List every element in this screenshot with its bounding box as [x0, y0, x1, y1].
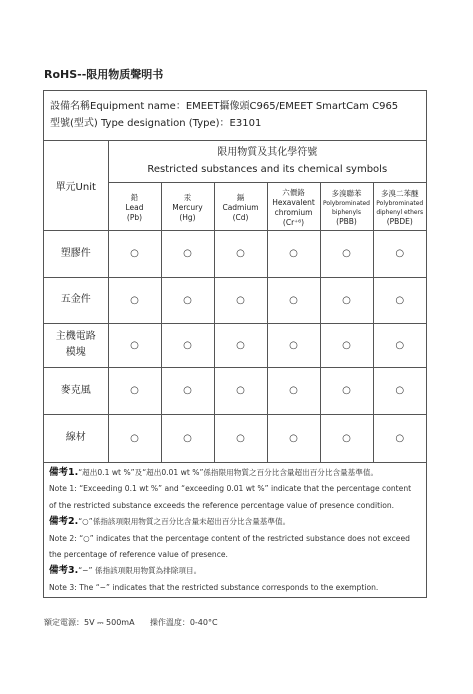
note-3-en: Note 3: The “−” indicates that the restricted substance corresponds to the exemption.	[49, 582, 379, 592]
row-label: 五金件	[44, 277, 108, 323]
mark-cell: ○	[161, 367, 214, 414]
rating-footer: 額定電源：5V ⎓ 500mA 操作溫度：0-40°C	[44, 618, 218, 627]
mark-cell: ○	[108, 230, 161, 277]
mark-cell: ○	[108, 367, 161, 414]
mark-cell: ○	[267, 414, 320, 462]
substance-zh: 多溴二苯醚	[381, 188, 419, 198]
mark-cell: ○	[161, 414, 214, 462]
note-1-tag: 備考1.	[49, 467, 79, 478]
substance-zh: 鎘	[236, 192, 245, 202]
substance-en: Lead	[125, 202, 144, 212]
mark-cell: ○	[108, 323, 161, 367]
substance-en: Hexavalent chromium	[272, 197, 315, 217]
note-2-tag: 備考2.	[49, 516, 79, 528]
mark-cell: ○	[373, 367, 426, 414]
substance-symbol: (Cr⁺⁶)	[282, 217, 305, 227]
note-2-zh	[49, 514, 421, 530]
restricted-header-en: Restricted substances and its chemical symbols	[147, 164, 388, 176]
substance-en: Polybrominated diphenyl ethers	[376, 199, 424, 216]
substance-symbol: (Cd)	[232, 212, 249, 222]
type-designation: 型號(型式) Type designation (Type)：E3101	[50, 118, 262, 129]
substance-symbol: (PBB)	[336, 216, 357, 226]
substance-en: Polybrominated biphenyls	[323, 199, 370, 216]
substance-mercury	[161, 182, 214, 230]
mark-cell: ○	[320, 414, 373, 462]
row-label: 線材	[44, 414, 108, 462]
mark-cell: ○	[320, 323, 373, 367]
table-row	[44, 277, 426, 323]
substance-table	[44, 141, 426, 463]
declaration-document	[43, 90, 427, 598]
table-row	[44, 230, 426, 277]
note-1-en-a: Note 1: “Exceeding 0.1 wt %” and “exceeding 0.01 wt %” indicate that the percentage content	[49, 484, 412, 494]
substance-symbol: (Hg)	[179, 212, 196, 222]
note-2-en-b: the percentage of reference value of presence.	[49, 550, 228, 560]
note-3-zh-text: “−” 係指該項限用物質為排除項目。	[78, 566, 202, 576]
mark-cell: ○	[373, 230, 426, 277]
mark-cell: ○	[161, 277, 214, 323]
substance-zh: 六價鉻	[282, 187, 305, 197]
substance-symbol: (PBDE)	[386, 216, 413, 226]
mark-cell: ○	[320, 277, 373, 323]
mark-cell: ○	[320, 230, 373, 277]
mark-cell: ○	[108, 277, 161, 323]
notes-section	[44, 462, 426, 596]
note-1-zh	[49, 465, 421, 481]
substance-lead	[108, 182, 161, 230]
table-row	[44, 414, 426, 462]
substance-hexavalent-chromium	[267, 182, 320, 230]
note-3-tag: 備考3.	[49, 565, 79, 577]
mark-cell: ○	[214, 367, 267, 414]
mark-cell: ○	[373, 414, 426, 462]
mark-cell: ○	[108, 414, 161, 462]
table-row	[44, 323, 426, 367]
substance-pbb	[320, 182, 373, 230]
mark-cell: ○	[373, 323, 426, 367]
mark-cell: ○	[214, 277, 267, 323]
row-label: 麥克風	[44, 367, 108, 414]
equipment-name: 設備名稱Equipment name：EMEET攝像頭C965/EMEET SmartCam C965	[50, 101, 399, 112]
unit-header: 單元Unit	[44, 141, 108, 230]
note-2-en-a: Note 2: “○” indicates that the percentage content of the restricted substance does not exceed	[49, 533, 410, 543]
restricted-header-zh: 限用物質及其化學符號	[217, 147, 318, 159]
mark-cell: ○	[267, 230, 320, 277]
substance-pbde	[373, 182, 426, 230]
substance-en: Cadmium	[222, 202, 259, 212]
mark-cell: ○	[373, 277, 426, 323]
mark-cell: ○	[214, 323, 267, 367]
substance-symbol: (Pb)	[126, 212, 143, 222]
note-2-zh-text: “○”係指該項限用物質之百分比含量未超出百分比含量基準值。	[78, 517, 291, 527]
mark-cell: ○	[267, 277, 320, 323]
substance-en: Mercury	[172, 202, 203, 212]
note-1-zh-text: “超出0.1 wt %”及“超出0.01 wt %”係指限用物質之百分比含量超出百分比含量基準值。	[78, 468, 379, 477]
note-1-en-b: of the restricted substance exceeds the reference percentage value of presence condition.	[49, 500, 395, 510]
mark-cell: ○	[267, 367, 320, 414]
substance-zh: 汞	[183, 192, 192, 202]
equipment-header	[44, 91, 426, 141]
table-row	[44, 367, 426, 414]
substance-zh: 多溴聯苯	[331, 188, 362, 198]
substance-cadmium	[214, 182, 267, 230]
note-3-zh	[49, 563, 421, 579]
mark-cell: ○	[214, 414, 267, 462]
mark-cell: ○	[214, 230, 267, 277]
row-label: 主機電路 模塊	[44, 323, 108, 367]
mark-cell: ○	[161, 230, 214, 277]
row-label: 塑膠件	[44, 230, 108, 277]
mark-cell: ○	[161, 323, 214, 367]
substance-zh: 鉛	[130, 192, 139, 202]
restricted-header	[108, 141, 426, 182]
page-title: RoHS--限用物质聲明书	[44, 68, 164, 81]
mark-cell: ○	[267, 323, 320, 367]
mark-cell: ○	[320, 367, 373, 414]
